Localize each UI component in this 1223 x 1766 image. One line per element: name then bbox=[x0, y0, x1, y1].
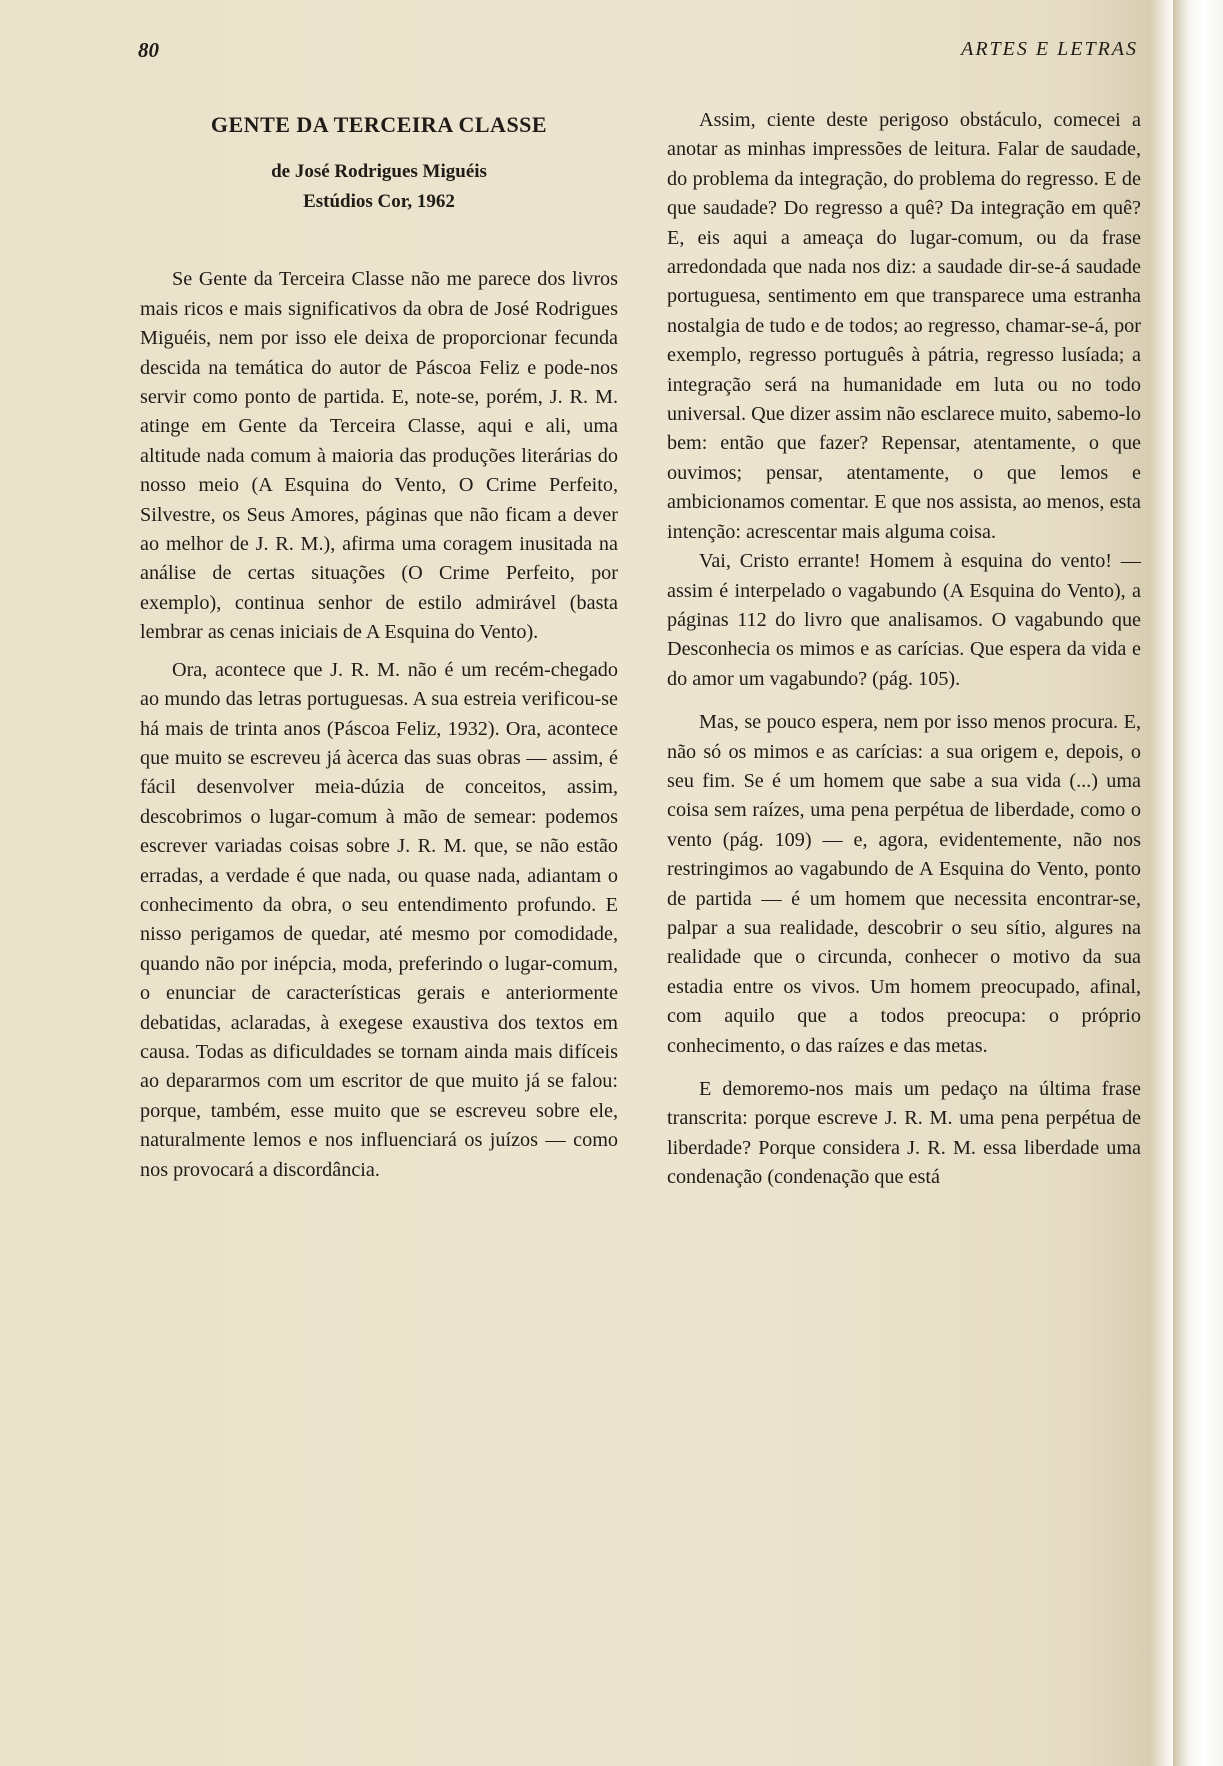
left-column bbox=[140, 110, 618, 1185]
page-gutter bbox=[1173, 0, 1223, 1766]
page-header bbox=[138, 38, 1138, 68]
paragraph: Vai, Cristo errante! Homem à esquina do vento! — assim é interpelado o vagabundo (A Esquina do Vento), a páginas 112 do livro que analisamos. O vagabundo que Desconhecia os mimos e as carícias. Que espera da vida e do amor um vagabundo? (pág. 105). bbox=[667, 550, 1141, 690]
review-title: GENTE DA TERCEIRA CLASSE bbox=[210, 112, 548, 137]
paragraph: Ora, acontece que J. R. M. não é um recém-chegado ao mundo das letras portuguesas. A sua estreia verificou-se há mais de trinta anos (Páscoa Feliz, 1932). Ora, acontece que muito se escreveu já àcerca das suas obras — assim, é fácil desenvolver meia-dúzia de conceitos, assim, descobrimos o lugar-comum à mão de semear: podemos escrever variadas coisas sobre J. R. M. que, se não estão erradas, a verdade é que nada, ou quase nada, adiantam o conhecimento da obra, o seu entendimento profundo. E nisso perigamos de quedar, até mesmo por comodidade, quando não por inépcia, moda, preferindo o lugar-comum, o enunciar de características gerais e anteriormente debatidas, aclaradas, à exegese exaustiva dos textos em causa. Todas as dificuldades se tornam ainda mais difíceis ao depararmos com um escritor de que muito já se falou: porque, também, esse muito que se escreveu sobre ele, naturalmente lemos e nos influenciará os juízos — como nos provocará a discordância. bbox=[140, 658, 618, 1181]
paragraph: E demoremo-nos mais um pedaço na última frase transcrita: porque escreve J. R. M. uma pena perpétua de liberdade? Porque considera J. R. M. essa liberdade uma condenação (condenação que está bbox=[667, 1078, 1141, 1189]
paragraph: Se Gente da Terceira Classe não me parece dos livros mais ricos e mais significativos da obra de José Rodrigues Miguéis, nem por isso ele deixa de proporcionar fecunda descida na temática do autor de Páscoa Feliz e pode-nos servir como ponto de partida. E, note-se, porém, J. R. M. atinge em Gente da Terceira Classe, aqui e ali, uma altitude nada comum à maioria das produções literárias do nosso meio (A Esquina do Vento, O Crime Perfeito, Silvestre, os Seus Amores, páginas que não ficam a dever ao melhor de J. R. M.), afirma uma coragem inusitada na análise de certas situações (O Crime Perfeito, por exemplo), continua senhor de estilo admirável (basta lembrar as cenas iniciais de A Esquina do Vento). bbox=[140, 268, 618, 644]
author-line: de José Rodrigues Miguéis bbox=[271, 161, 487, 183]
paragraph: Assim, ciente deste perigoso obstáculo, comecei a anotar as minhas impressões de leitura. Falar de saudade, do problema da integração, do problema do regresso. E de que saudade? Do regresso a quê? Da integração em quê? E, eis aqui a ameaça do lugar-comum, ou da frase arredondada que nada nos diz: a saudade dir-se-á saudade portuguesa, sentimento em que transparece uma estranha nostalgia de tudo e de todos; ao regresso, chamar-se-á, por exemplo, regresso português à pátria, regresso lusíada; a integração será na humanidade em luta ou no todo universal. Que dizer assim não esclarece muito, sabemo-lo bem: então que fazer? Repensar, atentamente, o que ouvimos; pensar, atentamente, o que lemos e ambicionamos comentar. E que nos assista, ao menos, esta intenção: acrescentar mais alguma coisa. bbox=[667, 109, 1141, 543]
paragraph: Mas, se pouco espera, nem por isso menos procura. E, não só os mimos e as carícias: a sua origem e, depois, o seu fim. Se é um homem que sabe a sua vida (...) uma coisa sem raízes, uma pena perpétua de liberdade, como o vento (pág. 109) — e, agora, evidentemente, não nos restringimos ao vagabundo de A Esquina do Vento, ponto de partida — é um homem que necessita encontrar-se, palpar a sua realidade, descobrir o seu sítio, algures na realidade que o circunda, conhecer o motivo da sua estadia entre os vivos. Um homem preocupado, afinal, com aquilo que a todos preocupa: o próprio conhecimento, o das raízes e das metas. bbox=[667, 711, 1141, 1057]
right-column bbox=[667, 106, 1141, 1193]
page-number: 80 bbox=[138, 38, 159, 62]
running-head: ARTES E LETRAS bbox=[961, 38, 1138, 60]
review-meta bbox=[140, 157, 618, 217]
publisher-line: Estúdios Cor, 1962 bbox=[303, 191, 455, 213]
